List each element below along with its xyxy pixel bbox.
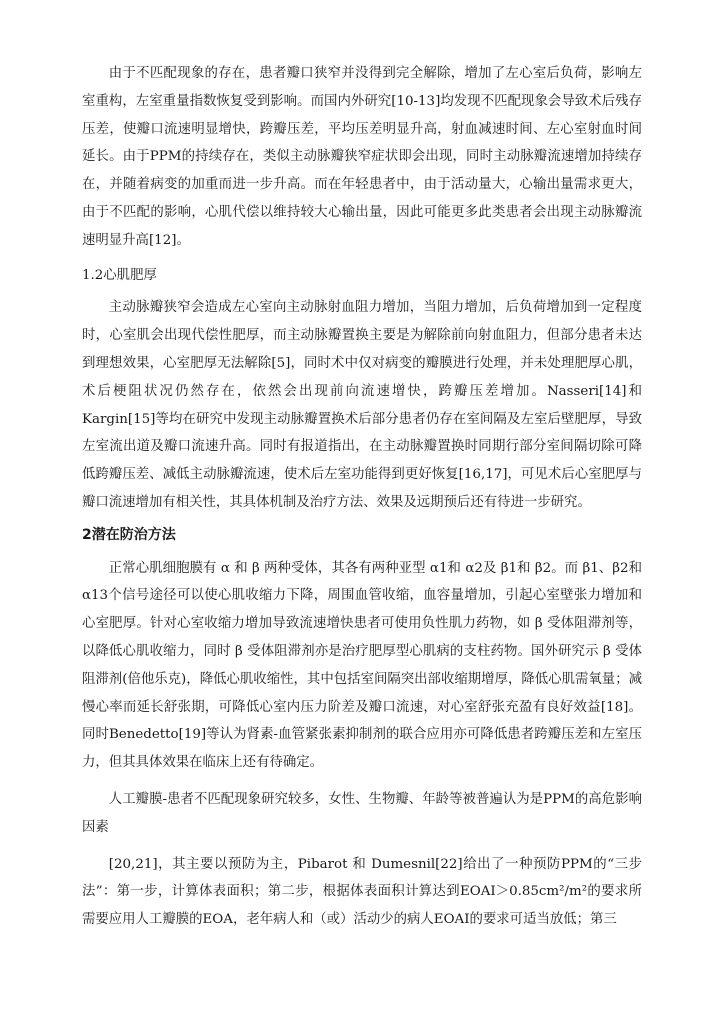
document-page xyxy=(82,60,642,934)
section-heading-prevention: 2潜在防治方法 xyxy=(82,526,176,543)
paragraph-hypertrophy: 主动脉瓣狭窄会造成左心室向主动脉射血阻力增加，当阻力增加，后负荷增加到一定程度时，心室肌会出现代偿性肥厚，而主动脉瓣置换主要是为解除前向射血阻力，但部分患者未达到理想效果，心室肥厚无法解除[5]，同时术中仅对病变的瓣膜进行处理，并未处理肥厚心肌，术后梗阻状况仍然存在，依然会出现前向流速增快，跨瓣压差增加。Nasseri[14]和Kargin[15]等均在研究中发现主动脉瓣置换术后部分患者仍存在室间隔及左室后壁肥厚，导致左室流出道及瓣口流速升高。同时有报道指出，在主动脉瓣置换时同期行部分室间隔切除可降低跨瓣压差、减低主动脉瓣流速，使术后左室功能得到更好恢复[16,17]，可见术后心室肥厚与瓣口流速增加有相关性，其具体机制及治疗方法、效果及远期预后还有待进一步研究。 xyxy=(82,300,642,510)
paragraph-receptors: 正常心肌细胞膜有 α 和 β 两种受体，其各有两种亚型 α1和 α2及 β1和 β2。而 β1、β2和 α13个信号途径可以使心肌收缩力下降，周围血管收缩，血容量增加，引起心室壁张力增加和心室肥厚。针对心室收缩力增加导致流速增快患者可使用负性肌力药物，如 β 受体阻滞剂等，以降低心肌收缩力，同时 β 受体阻滞剂亦是治疗肥厚型心肌病的支柱药物。国外研究示 β 受体阻滞剂(倍他乐克)，降低心肌收缩性，其中包括室间隔突出部收缩期增厚，降低心肌需氧量；减慢心率而延长舒张期，可降低心室内压力阶差及瓣口流速，对心室舒张充盈有良好效益[18]。同时Benedetto[19]等认为肾素-血管紧张素抑制剂的联合应用亦可降低患者跨瓣压差和左室压力，但其具体效果在临床上还有待确定。 xyxy=(82,560,642,771)
subsection-heading-myocardial-hypertrophy: 1.2心肌肥厚 xyxy=(82,267,157,283)
paragraph-ppm-effects: 由于不匹配现象的存在，患者瓣口狭窄并没得到完全解除，增加了左心室后负荷，影响左室重构，左室重量指数恢复受到影响。而国内外研究[10-13]均发现不匹配现象会导致术后残存压差，使瓣口流速明显增快，跨瓣压差，平均压差明显升高，射血减速时间、左心室射血时间延长。由于PPM的持续存在，类似主动脉瓣狭窄症状即会出现，同时主动脉瓣流速增加持续存在，并随着病变的加重而进一步升高。而在年轻患者中，由于活动量大，心输出量需求更大，由于不匹配的影响，心肌代偿以维持较大心输出量，因此可能更多此类患者会出现主动脉瓣流速明显升高[12]。 xyxy=(82,66,642,248)
paragraph-risk-factors: 人工瓣膜-患者不匹配现象研究较多，女性、生物瓣、年龄等被普遍认为是PPM的高危影响因素 xyxy=(82,791,642,835)
paragraph-three-step: [20,21]，其主要以预防为主，Pibarot 和 Dumesnil[22]给出了一种预防PPM的“三步法”：第一步，计算体表面积；第二步，根据体表面积计算达到EOAI＞0.85cm²/m²的要求所需要应用人工瓣膜的EOA，老年病人和（或）活动少的病人EOAI的要求可适当放低；第三 xyxy=(82,856,642,928)
